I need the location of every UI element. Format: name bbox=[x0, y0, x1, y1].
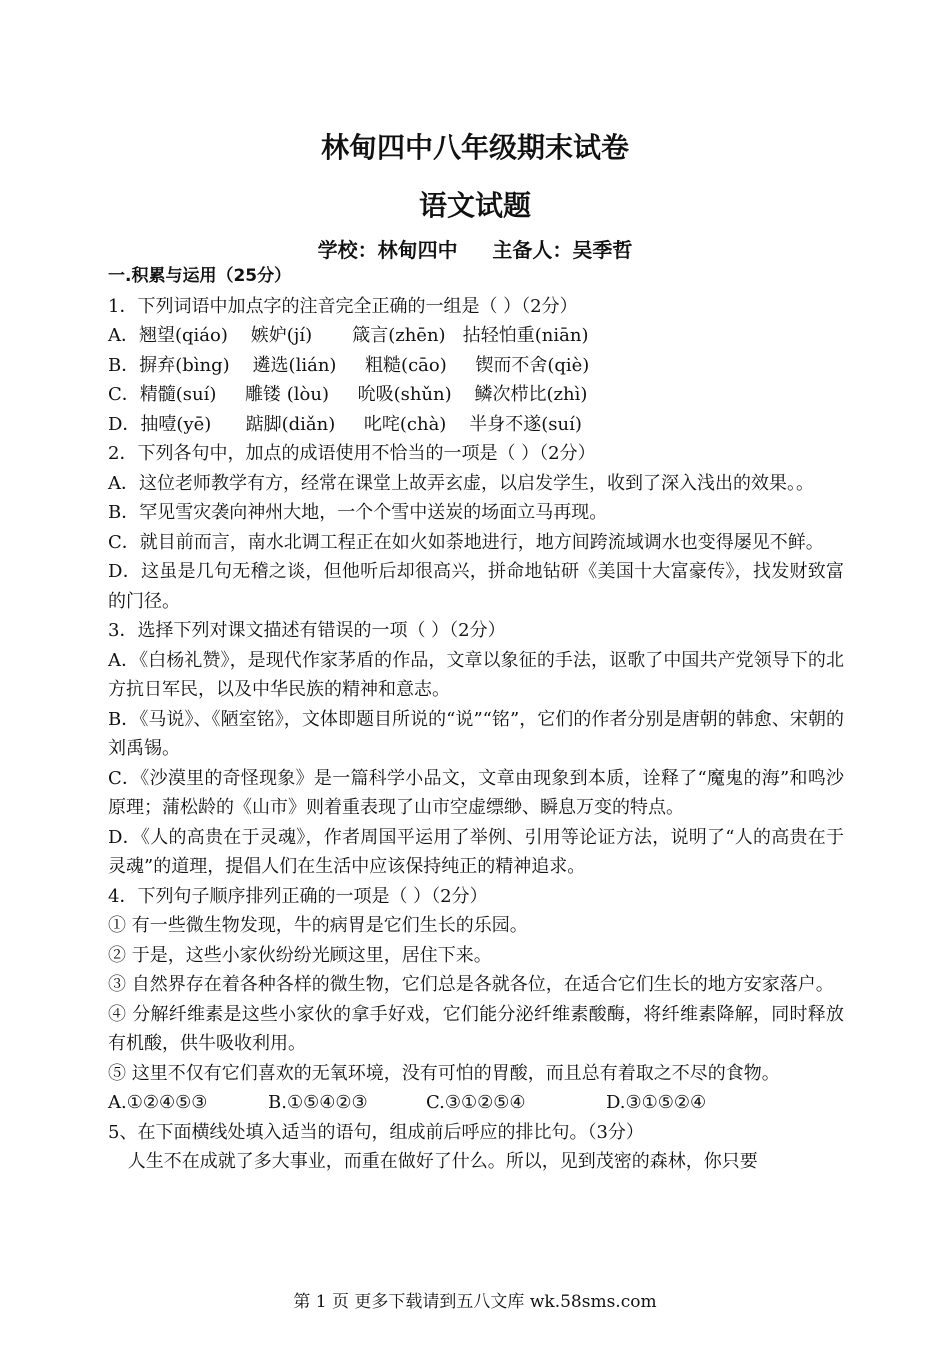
question-4-sentence-5: ⑤ 这里不仅有它们喜欢的无氧环境，没有可怕的胃酸，而且总有着取之不尽的食物。 bbox=[108, 1062, 780, 1084]
page-footer: 第 1 页 更多下载请到五八文库 wk.58sms.com bbox=[293, 1292, 657, 1312]
question-4-choices bbox=[108, 1088, 844, 1118]
exam-title: 林甸四中八年级期末试卷 bbox=[320, 131, 629, 164]
question-4-choice-c: C.③①②⑤④ bbox=[426, 1092, 526, 1113]
question-2-option-a: A．这位老师教学有方，经常在课堂上故弄玄虚，以启发学生，收到了深入浅出的效果。。 bbox=[108, 472, 814, 494]
question-4-stem: 4．下列句子顺序排列正确的一项是（ ）（2分） bbox=[108, 885, 488, 907]
question-2-option-c: C．就目前而言，南水北调工程正在如火如荼地进行，地方间跨流域调水也变得屡见不鲜。 bbox=[108, 531, 824, 553]
question-3-option-b: B．《马说》、《陋室铭》，文体即题目所说的“说”“铭”，它们的作者分别是唐朝的韩愈、宋朝的刘禹锡。 bbox=[108, 708, 844, 759]
question-1-option-a: A．翘望(qiáo) 嫉妒(jí) 箴言(zhēn) 拈轻怕重(niān) bbox=[108, 325, 589, 346]
question-5-stem: 5、在下面横线处填入适当的语句，组成前后呼应的排比句。（3分） bbox=[108, 1121, 644, 1143]
question-4-choice-d: D.③①⑤②④ bbox=[606, 1092, 707, 1113]
question-3-option-d: D．《人的高贵在于灵魂》，作者周国平运用了举例、引用等论证方法，说明了“人的高贵在于灵魂”的道理，提倡人们在生活中应该保持纯正的精神追求。 bbox=[108, 826, 844, 877]
exam-body bbox=[108, 262, 844, 1177]
question-3-option-a: A．《白杨礼赞》，是现代作家茅盾的作品，文章以象征的手法，讴歌了中国共产党领导下的北方抗日军民，以及中华民族的精神和意志。 bbox=[108, 649, 844, 700]
author-line: 学校：林甸四中 主备人：吴季哲 bbox=[317, 238, 633, 262]
question-3-option-c: C．《沙漠里的奇怪现象》是一篇科学小品文，文章由现象到本质，诠释了“魔鬼的海”和鸣沙原理；蒲松龄的《山市》则着重表现了山市空虚缥缈、瞬息万变的特点。 bbox=[108, 767, 844, 818]
question-1-stem: 1．下列词语中加点字的注音完全正确的一组是（ ）（2分） bbox=[108, 295, 578, 317]
question-1-option-c: C．精髓(suí) 雕镂 (lòu) 吮吸(shǔn) 鳞次栉比(zhì) bbox=[108, 384, 588, 405]
question-4-sentence-2: ② 于是，这些小家伙纷纷光顾这里，居住下来。 bbox=[108, 944, 492, 966]
exam-subtitle: 语文试题 bbox=[418, 189, 531, 222]
question-4-sentence-4: ④ 分解纤维素是这些小家伙的拿手好戏，它们能分泌纤维素酸酶，将纤维素降解，同时释放有机酸，供牛吸收利用。 bbox=[108, 1003, 844, 1054]
question-4-choice-a: A.①②④⑤③ bbox=[108, 1092, 208, 1113]
question-1-option-d: D．抽噎(yē) 踮脚(diǎn) 叱咤(chà) 半身不遂(suí) bbox=[108, 413, 582, 435]
question-1-option-b: B．摒弃(bìng) 遴选(lián) 粗糙(cāo) 锲而不舍(qiè) bbox=[108, 354, 590, 376]
question-5-text: 人生不在成就了多大事业，而重在做好了什么。所以，见到茂密的森林，你只要 bbox=[127, 1151, 758, 1172]
question-2-option-d: D．这虽是几句无稽之谈，但他听后却很高兴，拼命地钻研《美国十大富豪传》，找发财致富的门径。 bbox=[108, 561, 844, 612]
question-2-stem: 2．下列各句中，加点的成语使用不恰当的一项是（ ）（2分） bbox=[108, 443, 596, 464]
question-3-stem: 3．选择下列对课文描述有错误的一项（ ）（2分） bbox=[108, 620, 506, 641]
question-2-option-b: B．罕见雪灾袭向神州大地，一个个雪中送炭的场面立马再现。 bbox=[108, 502, 608, 523]
question-4-sentence-3: ③ 自然界存在着各种各样的微生物，它们总是各就各位，在适合它们生长的地方安家落户。 bbox=[108, 974, 834, 995]
question-4-choice-b: B.①⑤④②③ bbox=[268, 1092, 368, 1113]
section-heading: 一.积累与运用（25分） bbox=[108, 266, 292, 286]
question-4-sentence-1: ① 有一些微生物发现，牛的病胃是它们生长的乐园。 bbox=[108, 915, 528, 936]
